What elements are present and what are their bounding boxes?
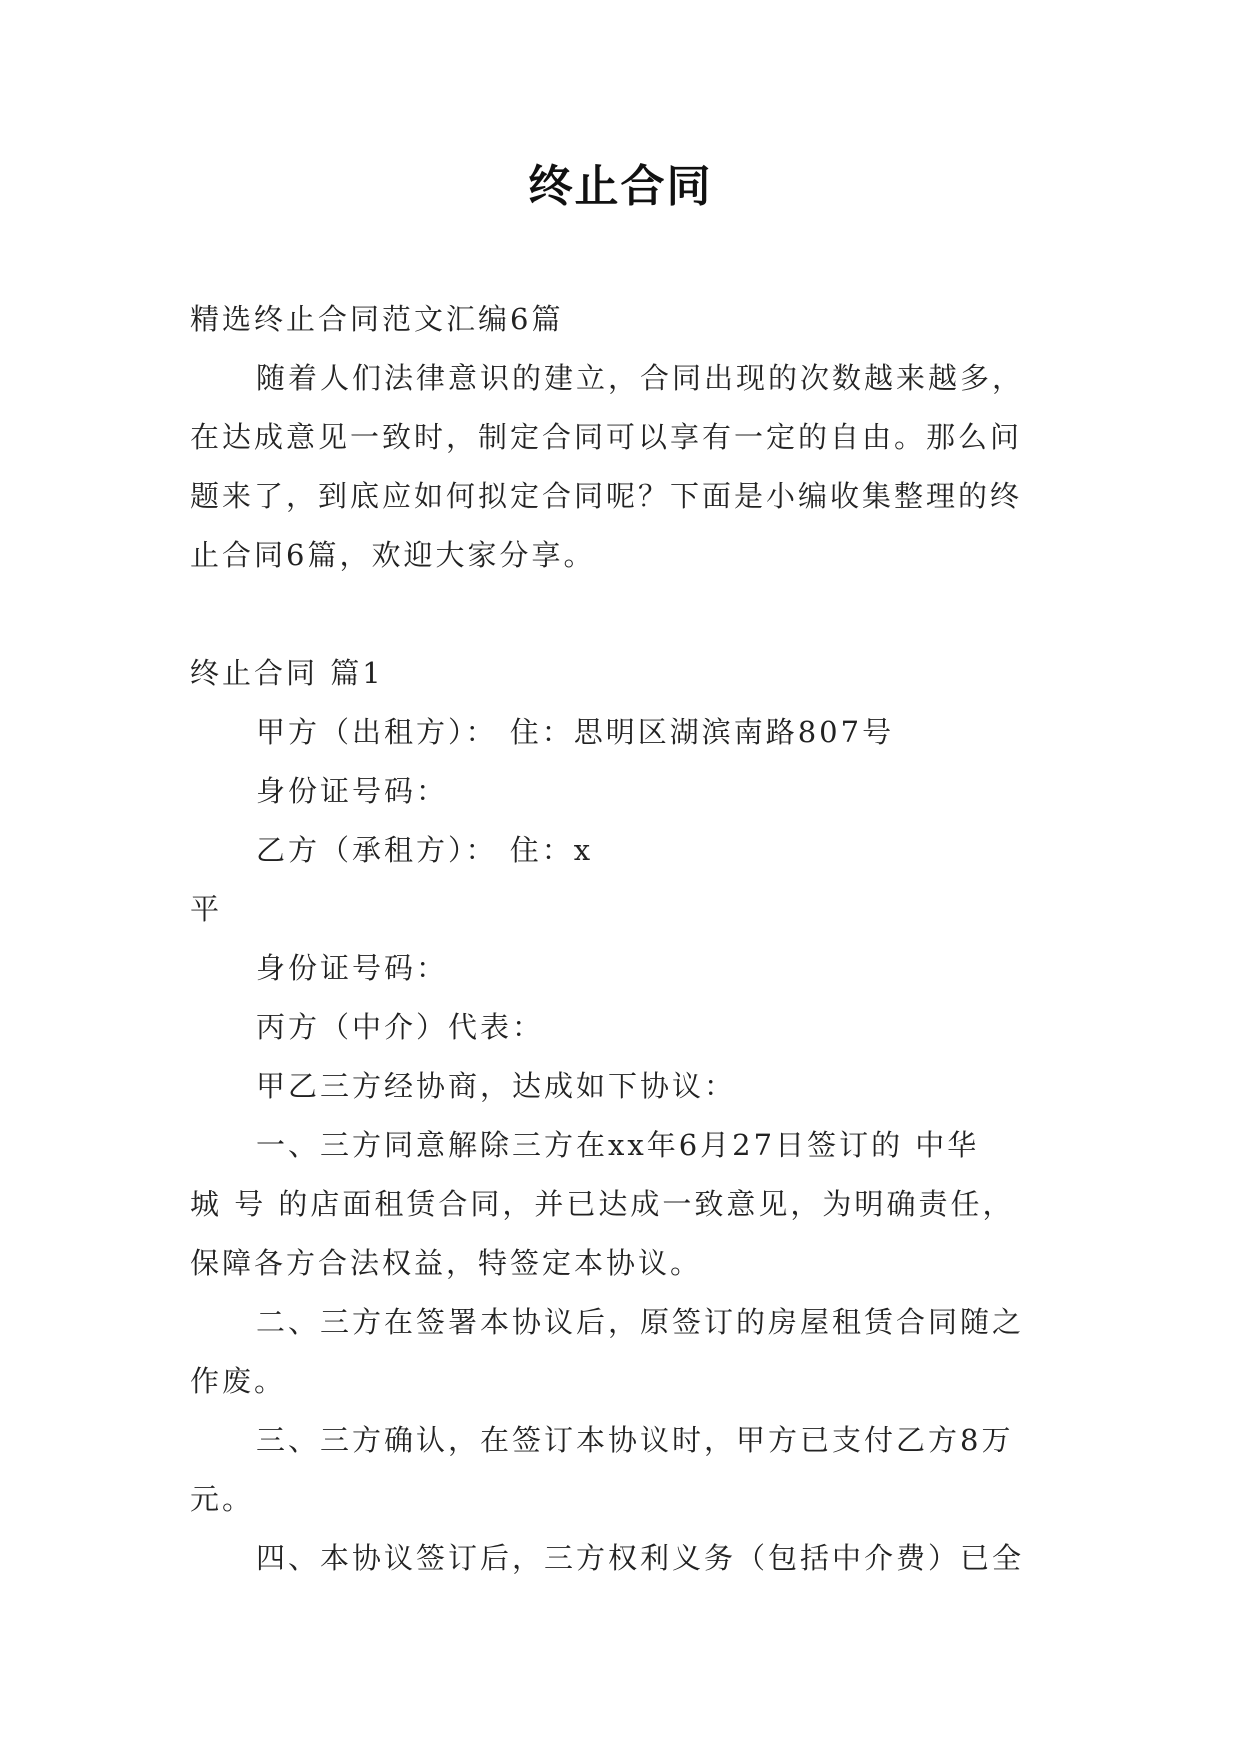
subtitle-line: 精选终止合同范文汇编6篇: [190, 302, 564, 336]
party-b-line-wrap: 平: [190, 892, 223, 926]
clause-2-line-1: 二、三方在签署本协议后，原签订的房屋租赁合同随之: [256, 1305, 1025, 1339]
clause-3-line-2: 元。: [190, 1482, 255, 1516]
clause-1-line-1: 一、三方同意解除三方在xx年6月27日签订的 中华: [256, 1128, 980, 1162]
agreement-intro-line: 甲乙三方经协商，达成如下协议：: [256, 1069, 737, 1103]
intro-line-3: 题来了，到底应如何拟定合同呢？下面是小编收集整理的终: [190, 479, 1023, 513]
document-title: 终止合同: [528, 161, 713, 212]
paragraph-gap: [190, 585, 1060, 644]
party-c-line: 丙方（中介）代表：: [256, 1010, 545, 1044]
clause-1-line-2: 城 号 的店面租赁合同，并已达成一致意见，为明确责任，: [190, 1187, 1015, 1221]
party-b-id-line: 身份证号码：: [256, 951, 449, 985]
clause-2-line-2: 作废。: [190, 1364, 287, 1398]
party-a-id-line: 身份证号码：: [256, 774, 449, 808]
intro-line-2: 在达成意见一致时，制定合同可以享有一定的自由。那么问: [190, 420, 1023, 454]
intro-line-4: 止合同6篇，欢迎大家分享。: [190, 538, 596, 572]
document-body: [190, 290, 1060, 1588]
clause-1-line-3: 保障各方合法权益，特签定本协议。: [190, 1246, 703, 1280]
clause-4-line-1: 四、本协议签订后，三方权利义务（包括中介费）已全: [256, 1541, 1025, 1575]
party-b-line: 乙方（承租方）： 住：x: [256, 833, 594, 867]
party-a-line: 甲方（出租方）： 住：思明区湖滨南路807号: [256, 715, 895, 749]
intro-line-1: 随着人们法律意识的建立，合同出现的次数越来越多，: [256, 361, 1025, 395]
clause-3-line-1: 三、三方确认，在签订本协议时，甲方已支付乙方8万: [256, 1423, 1014, 1457]
section-heading: 终止合同 篇1: [190, 656, 384, 690]
